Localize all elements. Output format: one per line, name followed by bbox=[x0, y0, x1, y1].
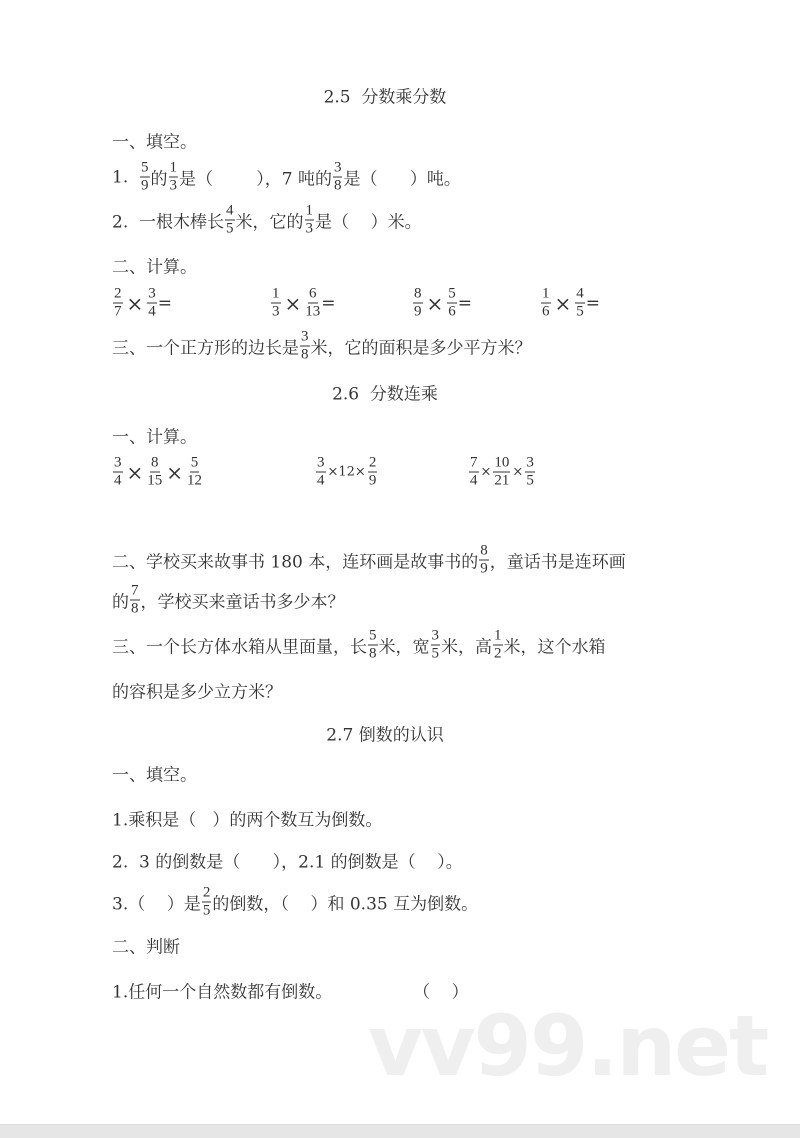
denominator: 5 bbox=[202, 902, 211, 919]
fraction bbox=[271, 286, 281, 321]
numerator: 10 bbox=[494, 454, 510, 471]
text-line bbox=[112, 455, 203, 490]
text: ，童话书是连环画 bbox=[489, 552, 626, 573]
numerator: 3 bbox=[301, 328, 309, 345]
operator: × bbox=[284, 291, 302, 315]
text: 一、填空。 bbox=[112, 765, 197, 786]
denominator: 12 bbox=[187, 472, 203, 489]
numerator: 1 bbox=[169, 159, 178, 176]
numerator: 8 bbox=[151, 454, 159, 471]
text-line bbox=[112, 203, 422, 238]
text: 1.任何一个自然数都有倒数。 bbox=[112, 982, 333, 1003]
text: 2.5 分数乘分数 bbox=[323, 87, 447, 108]
denominator: 3 bbox=[305, 220, 314, 237]
text-line bbox=[112, 933, 180, 958]
text-line bbox=[112, 423, 197, 448]
fraction bbox=[368, 628, 378, 663]
numerator: 5 bbox=[369, 627, 377, 644]
text-line bbox=[412, 286, 472, 321]
fraction bbox=[113, 286, 123, 321]
text-line bbox=[270, 286, 336, 321]
numerator: 2 bbox=[368, 454, 377, 471]
text: 三、一个正方形的边长是 bbox=[112, 338, 299, 359]
numerator: 7 bbox=[131, 582, 139, 599]
numerator: 1 bbox=[305, 202, 314, 219]
text: = bbox=[321, 293, 336, 313]
denominator: 8 bbox=[131, 600, 139, 617]
text: 是（ ）米。 bbox=[315, 212, 422, 233]
fraction bbox=[187, 455, 202, 490]
section-title bbox=[324, 83, 447, 108]
text: 2. 3 的倒数是（ ），2.1 的倒数是（ ）。 bbox=[112, 852, 463, 873]
numerator: 8 bbox=[480, 542, 488, 559]
operator: × bbox=[480, 464, 492, 480]
text-line bbox=[112, 128, 197, 153]
text: （ ） bbox=[413, 982, 469, 1003]
denominator: 8 bbox=[301, 346, 309, 363]
text-line bbox=[112, 628, 606, 663]
text-line bbox=[112, 583, 345, 618]
operator: × bbox=[126, 460, 144, 484]
text: = bbox=[585, 293, 601, 313]
text: 二、学校买来故事书 180 本，连环画是故事书的 bbox=[112, 552, 479, 573]
text: 的倒数，（ ）和 0.35 互为倒数。 bbox=[212, 894, 479, 915]
fraction bbox=[113, 455, 123, 490]
fraction bbox=[202, 885, 212, 920]
denominator: 21 bbox=[494, 472, 510, 489]
operator: × bbox=[554, 291, 572, 315]
fraction bbox=[413, 286, 423, 321]
fraction bbox=[333, 160, 343, 195]
denominator: 5 bbox=[226, 220, 234, 237]
fraction bbox=[431, 628, 441, 663]
numerator: 5 bbox=[448, 285, 456, 302]
operator: × bbox=[166, 460, 184, 484]
text: 1. bbox=[112, 167, 140, 187]
fraction bbox=[305, 203, 315, 238]
denominator: 8 bbox=[333, 177, 342, 194]
numerator: 8 bbox=[414, 285, 422, 302]
denominator: 9 bbox=[141, 177, 149, 194]
fraction bbox=[541, 286, 551, 321]
numerator: 3 bbox=[317, 454, 325, 471]
text: 的容积是多少立方米？ bbox=[112, 682, 282, 703]
denominator: 15 bbox=[147, 472, 163, 489]
numerator: 2 bbox=[202, 884, 211, 901]
denominator: 7 bbox=[114, 303, 122, 320]
denominator: 9 bbox=[368, 472, 377, 489]
numerator: 3 bbox=[114, 454, 122, 471]
operator: ×12× bbox=[327, 464, 366, 480]
denominator: 4 bbox=[114, 472, 122, 489]
denominator: 5 bbox=[576, 303, 584, 320]
fraction bbox=[493, 455, 510, 490]
page-bottom-border bbox=[0, 1124, 800, 1138]
text-line bbox=[112, 806, 382, 831]
fraction bbox=[493, 628, 503, 663]
text: 三、一个长方体水箱从里面量，长 bbox=[112, 637, 367, 658]
fraction bbox=[479, 543, 489, 578]
fraction bbox=[305, 286, 320, 321]
fraction bbox=[575, 286, 585, 321]
denominator: 5 bbox=[431, 645, 439, 662]
watermark: vv99.net bbox=[368, 997, 768, 1095]
fraction bbox=[447, 286, 457, 321]
text-line bbox=[112, 678, 282, 703]
numerator: 7 bbox=[470, 454, 478, 471]
fraction bbox=[147, 286, 157, 321]
text: 二、判断 bbox=[112, 937, 180, 958]
text-line bbox=[468, 455, 536, 490]
text: 米，它的面积是多少平方米？ bbox=[310, 338, 532, 359]
text-line bbox=[540, 286, 600, 321]
text: 的 bbox=[150, 169, 168, 190]
section-title bbox=[326, 721, 443, 746]
text: 3.（ ）是 bbox=[112, 894, 201, 915]
fraction bbox=[469, 455, 479, 490]
text-line bbox=[315, 455, 378, 490]
fraction bbox=[300, 329, 310, 364]
fraction bbox=[225, 203, 235, 238]
denominator: 8 bbox=[369, 645, 377, 662]
operator: × bbox=[512, 464, 524, 480]
text: 米，宽 bbox=[378, 637, 430, 658]
denominator: 4 bbox=[148, 303, 156, 320]
numerator: 3 bbox=[333, 159, 342, 176]
denominator: 9 bbox=[414, 303, 422, 320]
text: 是（ ）吨。 bbox=[343, 169, 461, 190]
fraction bbox=[525, 455, 535, 490]
text-line bbox=[112, 160, 461, 195]
fraction bbox=[316, 455, 326, 490]
text-line bbox=[112, 761, 197, 786]
numerator: 2 bbox=[114, 285, 122, 302]
numerator: 5 bbox=[141, 159, 149, 176]
denominator: 2 bbox=[494, 645, 502, 662]
text-line bbox=[112, 885, 478, 920]
text: 一、填空。 bbox=[112, 132, 197, 153]
operator: × bbox=[126, 291, 144, 315]
denominator: 9 bbox=[480, 560, 488, 577]
text: 米，它的 bbox=[235, 212, 304, 233]
denominator: 4 bbox=[317, 472, 325, 489]
section-title bbox=[332, 380, 438, 405]
text: ，学校买来童话书多少本？ bbox=[140, 592, 345, 613]
denominator: 5 bbox=[526, 472, 534, 489]
numerator: 1 bbox=[542, 285, 550, 302]
numerator: 4 bbox=[576, 285, 584, 302]
numerator: 4 bbox=[226, 202, 234, 219]
numerator: 5 bbox=[190, 454, 199, 471]
text: 的 bbox=[112, 592, 129, 613]
fraction bbox=[147, 455, 162, 490]
text-line bbox=[112, 253, 197, 278]
fraction bbox=[140, 160, 150, 195]
text-line bbox=[112, 848, 463, 873]
text-line bbox=[112, 978, 332, 1003]
text: = bbox=[157, 293, 173, 313]
numerator: 3 bbox=[431, 627, 439, 644]
text: 是（ ），7 吨的 bbox=[179, 169, 332, 190]
numerator: 3 bbox=[526, 454, 534, 471]
denominator: 3 bbox=[169, 177, 178, 194]
fraction bbox=[368, 455, 378, 490]
numerator: 6 bbox=[309, 285, 317, 302]
numerator: 1 bbox=[494, 627, 502, 644]
denominator: 13 bbox=[305, 303, 321, 320]
text: 2. 一根木棒长 bbox=[112, 212, 225, 233]
text: 2.7 倒数的认识 bbox=[326, 725, 444, 746]
text: 1.乘积是（ ）的两个数互为倒数。 bbox=[112, 810, 383, 831]
fraction bbox=[169, 160, 179, 195]
text: = bbox=[457, 293, 473, 313]
text: 2.6 分数连乘 bbox=[332, 384, 438, 405]
numerator: 3 bbox=[148, 285, 156, 302]
denominator: 6 bbox=[448, 303, 456, 320]
denominator: 6 bbox=[542, 303, 550, 320]
text: 米，这个水箱 bbox=[503, 637, 606, 658]
denominator: 3 bbox=[272, 303, 280, 320]
text-line bbox=[112, 329, 532, 364]
denominator: 4 bbox=[470, 472, 478, 489]
numerator: 1 bbox=[272, 285, 280, 302]
text: 二、计算。 bbox=[112, 257, 197, 278]
fraction bbox=[130, 583, 140, 618]
text: 米，高 bbox=[441, 637, 492, 658]
text-line bbox=[112, 286, 172, 321]
operator: × bbox=[426, 291, 444, 315]
text: 一、计算。 bbox=[112, 427, 197, 448]
text-line bbox=[112, 543, 626, 578]
